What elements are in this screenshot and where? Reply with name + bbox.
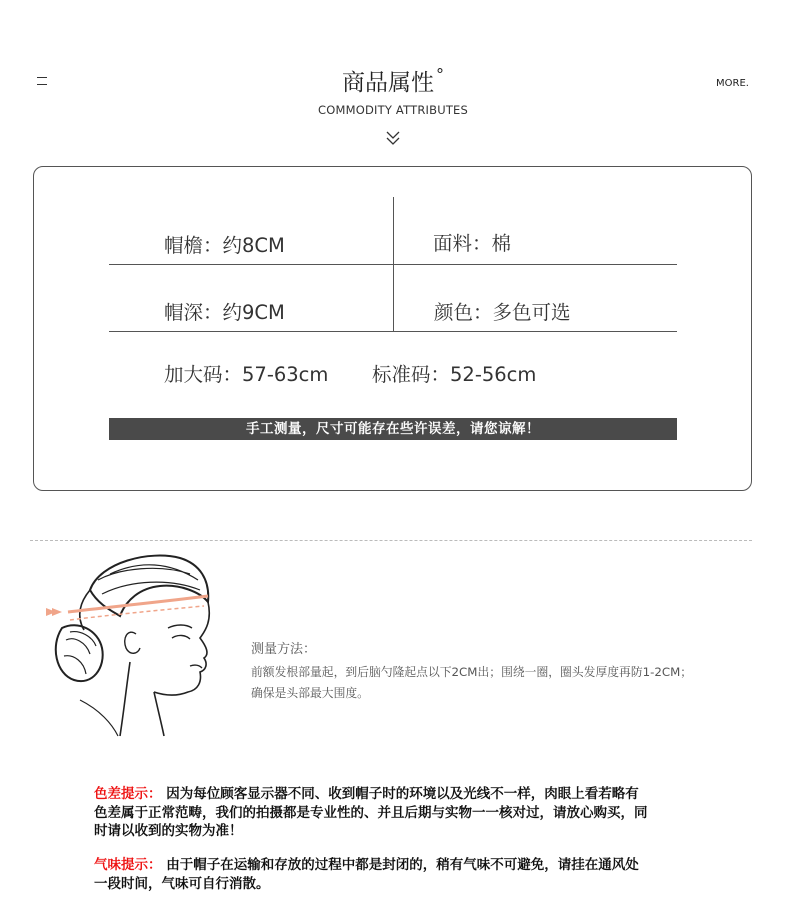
attr-brim: 帽檐：约8CM: [164, 234, 285, 257]
table-row-divider: [109, 331, 677, 332]
section-divider: [30, 540, 752, 541]
measurement-disclaimer-banner: 手工测量，尺寸可能存在些许误差，请您谅解！: [109, 418, 677, 440]
smell-notice: [94, 856, 734, 893]
attr-size-large: 加大码：57-63cm: [164, 363, 329, 386]
color-difference-notice: [94, 785, 734, 841]
notice-text: 一段时间，气味可自行消散。: [94, 875, 270, 892]
notice-label: 色差提示：: [94, 786, 162, 802]
attr-depth: 帽深：约9CM: [164, 301, 285, 324]
measure-line: 前额发根部量起，到后脑勺隆起点以下2CM出；围绕一圈，圈头发厚度再防1-2CM；: [251, 665, 693, 679]
table-row-divider: [109, 264, 677, 265]
attr-color: 颜色：多色可选: [434, 301, 571, 324]
more-link[interactable]: MORE.: [716, 78, 749, 89]
measure-method-text: [251, 662, 761, 704]
notice-text: 时请以收到的实物为准！: [94, 823, 243, 839]
page-title: [0, 64, 786, 97]
notice-text: 由于帽子在运输和存放的过程中都是封闭的，稍有气味不可避免，请挂在通风处: [161, 857, 639, 873]
head-measurement-illustration: [40, 550, 240, 740]
attr-fabric: 面料：棉: [433, 232, 512, 255]
measure-line: 确保是头部最大围度。: [251, 686, 369, 700]
notice-text: 因为每位顾客显示器不同、收到帽子时的环境以及光线不一样，肉眼上看若略有: [161, 786, 639, 802]
page-subtitle: COMMODITY ATTRIBUTES: [317, 103, 469, 117]
title-degree-mark: °: [436, 65, 444, 84]
title-text: 商品属性: [342, 70, 434, 96]
measure-method-title: 测量方法：: [251, 642, 317, 657]
double-chevron-down-icon: [384, 130, 402, 146]
notice-text: 色差属于正常范畴，我们的拍摄都是专业性的、并且后期与实物一一核对过，请放心购买，同: [94, 804, 648, 821]
attr-size-standard: 标准码：52-56cm: [372, 363, 537, 386]
notice-label: 气味提示：: [94, 857, 162, 873]
